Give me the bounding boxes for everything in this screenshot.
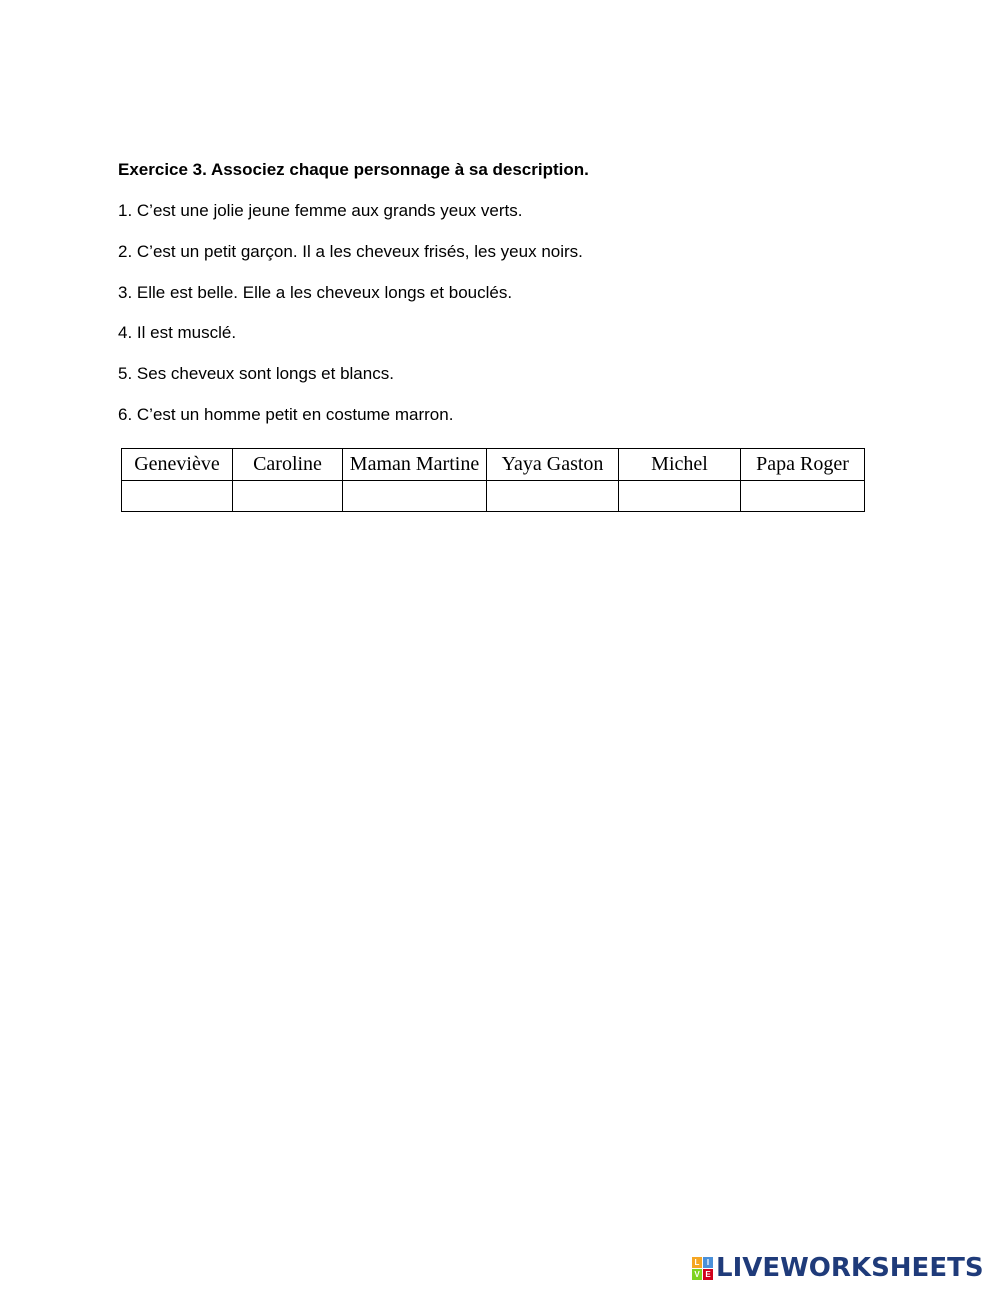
answer-cell-maman-martine[interactable] [343, 481, 487, 512]
logo-letter-i: I [703, 1257, 713, 1268]
liveworksheets-logo [692, 1253, 984, 1283]
answer-cell-papa-roger[interactable] [741, 481, 865, 512]
description-item-2: 2. C’est un petit garçon. Il a les cheveux frisés, les yeux noirs. [118, 242, 583, 261]
description-item-3: 3. Elle est belle. Elle a les cheveux longs et bouclés. [118, 283, 513, 302]
answers-row [122, 481, 865, 512]
logo-letter-e: E [703, 1269, 713, 1280]
answer-cell-genevieve[interactable] [122, 481, 233, 512]
logo-text: LIVEWORKSHEETS [716, 1253, 984, 1283]
answer-cell-yaya-gaston[interactable] [487, 481, 619, 512]
description-item-5: 5. Ses cheveux sont longs et blancs. [118, 364, 394, 383]
name-cell-genevieve: Geneviève [122, 449, 233, 481]
logo-letter-l: L [692, 1257, 702, 1268]
exercise-title: Exercice 3. Associez chaque personnage à sa description. [118, 160, 589, 179]
description-item-4: 4. Il est musclé. [118, 323, 237, 342]
answer-cell-michel[interactable] [619, 481, 741, 512]
name-cell-papa-roger: Papa Roger [741, 449, 865, 481]
answer-cell-caroline[interactable] [233, 481, 343, 512]
description-item-1: 1. C’est une jolie jeune femme aux grands yeux verts. [118, 201, 523, 220]
logo-grid-icon [692, 1257, 713, 1280]
name-cell-maman-martine: Maman Martine [343, 449, 487, 481]
logo-letter-v: V [692, 1269, 702, 1280]
names-row [122, 449, 865, 481]
matching-table [121, 448, 865, 512]
name-cell-michel: Michel [619, 449, 741, 481]
name-cell-yaya-gaston: Yaya Gaston [487, 449, 619, 481]
name-cell-caroline: Caroline [233, 449, 343, 481]
description-item-6: 6. C’est un homme petit en costume marron. [118, 405, 454, 424]
